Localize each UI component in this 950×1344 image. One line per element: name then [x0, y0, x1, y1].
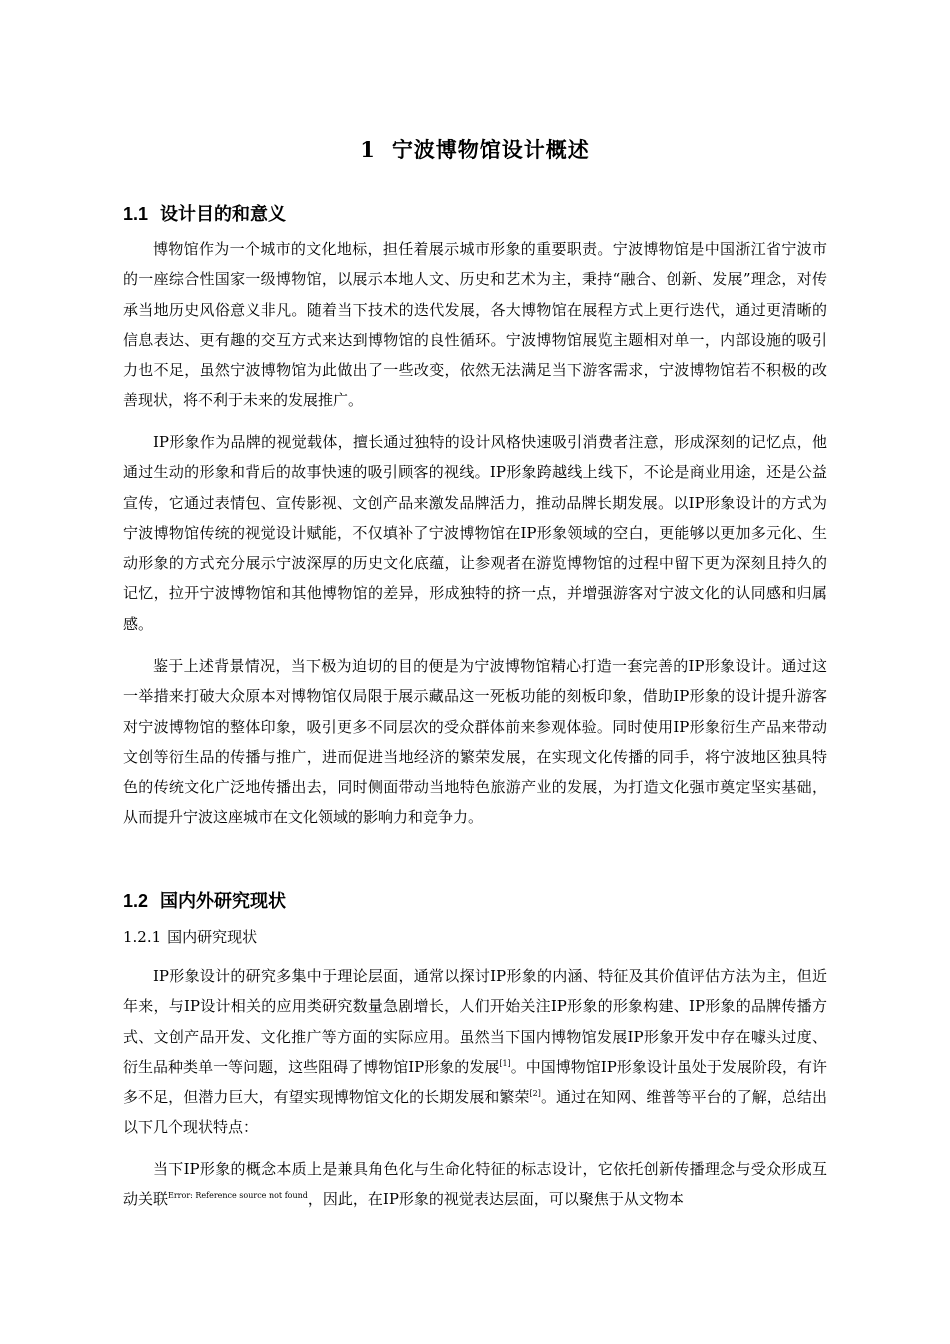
paragraph-1-1-3: 鉴于上述背景情况，当下极为迫切的目的便是为宁波博物馆精心打造一套完善的IP形象设计。通过这一举措来打破大众原本对博物馆仅局限于展示藏品这一死板功能的刻板印象，借助IP形象的设计提升游客对宁波博物馆的整体印象，吸引更多不同层次的受众群体前来参观体验。同时使用IP形象衍生产品来带动文创等衍生品的传播与推广，进而促进当地经济的繁荣发展，在实现文化传播的同手，将宁波地区独具特色的传统文化广泛地传播出去，同时侧面带动当地特色旅游产业的发展，为打造文化强市奠定坚实基础，从而提升宁波这座城市在文化领域的影响力和竞争力。	[123, 657, 827, 827]
paragraph-text: IP形象设计的研究多集中于理论层面，通常以探讨IP形象的内涵、特征及其价值评估方法为主，但近年来，与IP设计相关的应用类研究数量急剧增长，人们开始关注IP形象的形象构建、IP形象的品牌传播方式、文创产品开发、文化推广等方面的实际应用。虽然当下国内博物馆发展IP形象开发中存在噱头过度、衍生品种类单一等问题，这些阻碍了博物馆IP形象的发展	[123, 967, 827, 1076]
chapter-title	[0, 134, 950, 164]
paragraph-text: ，因此，在IP形象的视觉表达层面，可以聚焦于从文物本	[307, 1190, 684, 1209]
paragraph-1-1-1: 博物馆作为一个城市的文化地标，担任着展示城市形象的重要职责。宁波博物馆是中国浙江省宁波市的一座综合性国家一级博物馆，以展示本地人文、历史和艺术为主，秉持“融合、创新、发展”理念，对传承当地历史风俗意义非凡。随着当下技术的迭代发展，各大博物馆在展程方式上更行迭代，通过更清晰的信息表达、更有趣的交互方式来达到博物馆的良性循环。宁波博物馆展览主题相对单一，内部设施的吸引力也不足，虽然宁波博物馆为此做出了一些改变，依然无法满足当下游客需求，宁波博物馆若不积极的改善现状，将不利于未来的发展推广。	[123, 240, 827, 410]
chapter-number: 1	[360, 137, 376, 162]
paragraph-1-1-2: IP形象作为品牌的视觉载体，擅长通过独特的设计风格快速吸引消费者注意，形成深刻的记忆点，他通过生动的形象和背后的故事快速的吸引顾客的视线。IP形象跨越线上线下，不论是商业用途，还是公益宣传，它通过表情包、宣传影视、文创产品来激发品牌活力，推动品牌长期发展。以IP形象设计的方式为宁波博物馆传统的视觉设计赋能，不仅填补了宁波博物馆在IP形象领域的空白，更能够以更加多元化、生动形象的方式充分展示宁波深厚的历史文化底蕴，让参观者在游览博物馆的过程中留下更为深刻且持久的记忆，拉开宁波博物馆和其他博物馆的差异，形成独特的挤一点，并增强游客对宁波文化的认同感和归属感。	[123, 433, 827, 633]
subsection-title-text: 国内研究现状	[167, 928, 258, 946]
section-title-text: 设计目的和意义	[160, 204, 287, 224]
section-title-text: 国内外研究现状	[160, 891, 287, 911]
citation-2: [2]	[529, 1089, 541, 1099]
section-heading-1-2	[123, 887, 286, 913]
citation-1: [1]	[499, 1058, 511, 1068]
section-heading-1-1	[123, 200, 286, 226]
subsection-heading-1-2-1	[123, 926, 257, 947]
paragraph-text: 当下IP形象的概念本质上是兼具角色化与生命化特征的标志设计，它依托创新传播理念与受众形成互动关联	[123, 1160, 827, 1209]
section-number: 1.1	[123, 204, 149, 224]
paragraph-1-2-1-1	[123, 961, 827, 1143]
section-number: 1.2	[123, 891, 149, 911]
paragraph-1-2-1-2	[123, 1154, 827, 1215]
subsection-number: 1.2.1	[123, 928, 162, 946]
chapter-title-text: 宁波博物馆设计概述	[391, 137, 590, 162]
paragraph-text: 。中国博物馆IP形象设计虽处于发展阶段，有许多不足，但潜力巨大，有望实现博物馆文化的长期发展和繁荣	[123, 1057, 827, 1107]
paragraph-text: 。通过在知网、维普等平台的了解，总结出以下几个现状特点：	[123, 1088, 827, 1137]
reference-error: Error: Reference source not found	[168, 1191, 308, 1201]
